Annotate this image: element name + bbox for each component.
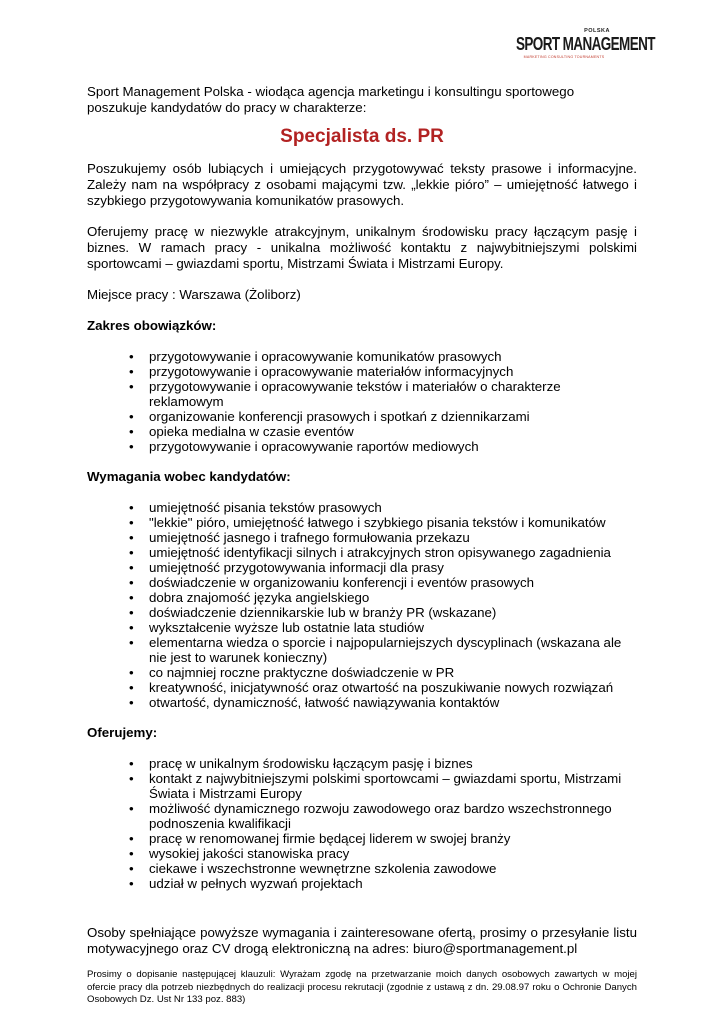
job-offer-document [87,84,637,1007]
bullet-icon: • [129,409,134,424]
list-item-text: umiejętność identyfikacji silnych i atrakcyjnych stron opisywanego zagadnienia [149,545,611,560]
list-item [87,665,637,680]
list-item [87,515,637,530]
bullet-icon: • [129,771,134,786]
list-item [87,605,637,620]
list-item [87,846,637,861]
list-item [87,500,637,515]
list-item-text: kontakt z najwybitniejszymi polskimi sportowcami – gwiazdami sportu, Mistrzami Świata i Mistrzami Europy [149,771,622,801]
list-item-text: możliwość dynamicznego rozwoju zawodowego oraz bardzo wszechstronnego podnoszenia kwalifikacji [149,801,612,831]
list-item-text: przygotowywanie i opracowywanie tekstów i materiałów o charakterze reklamowym [149,379,561,409]
list-item-text: wykształcenie wyższe lub ostatnie lata studiów [149,620,424,635]
bullet-icon: • [129,876,134,891]
list-item-text: umiejętność jasnego i trafnego formułowania przekazu [149,530,470,545]
list-item-text: elementarna wiedza o sporcie i najpopularniejszych dyscyplinach (wskazana ale nie jest to warunek konieczny) [149,635,622,665]
list-item-text: udział w pełnych wyzwań projektach [149,876,363,891]
bullet-icon: • [129,680,134,695]
list-item-text: co najmniej roczne praktyczne doświadczenie w PR [149,665,455,680]
bullet-icon: • [129,575,134,590]
bullet-icon: • [129,756,134,771]
list-item-text: przygotowywanie i opracowywanie raportów mediowych [149,439,479,454]
list-item-text: doświadczenie w organizowaniu konferencji i eventów prasowych [149,575,535,590]
list-item [87,801,637,831]
list-item [87,364,637,379]
list-item-text: pracę w renomowanej firmie będącej liderem w swojej branży [149,831,511,846]
application-instructions: Osoby spełniające powyższe wymagania i zainteresowane ofertą, prosimy o przesyłanie listu motywacyjnego oraz CV drogą elektroniczną na adres: biuro@sportmanagement.pl [87,925,637,956]
list-item [87,560,637,575]
duties-heading: Zakres obowiązków: [87,318,217,333]
list-item [87,349,637,364]
intro-text: Sport Management Polska - wiodąca agencja marketingu i konsultingu sportowego poszukuje kandydatów do pracy w charakterze: [87,84,575,115]
requirements-section [87,469,637,710]
list-item-text: "lekkie" pióro, umiejętność łatwego i szybkiego pisania tekstów i komunikatów [149,515,606,530]
bullet-icon: • [129,620,134,635]
offer-paragraph: Oferujemy pracę w niezwykle atrakcyjnym, unikalnym środowisku pracy łączącym pasję i biznes. W ramach pracy - unikalna możliwość kontaktu z najwybitniejszymi polskimi sportowcami – gwiazdami sportu, Mistrzami Świata i Mistrzami Europy. [87,224,637,271]
bullet-icon: • [129,560,134,575]
list-item-text: przygotowywanie i opracowywanie materiałów informacyjnych [149,364,514,379]
bullet-icon: • [129,831,134,846]
list-item-text: doświadczenie dziennikarskie lub w branży PR (wskazane) [149,605,497,620]
bullet-icon: • [129,515,134,530]
list-item [87,409,637,424]
bullet-icon: • [129,861,134,876]
list-item [87,876,637,891]
list-item [87,680,637,695]
benefits-heading: Oferujemy: [87,725,158,740]
bullet-icon: • [129,635,134,650]
bullet-icon: • [129,665,134,680]
list-item [87,575,637,590]
data-consent-clause: Prosimy o dopisanie następującej klauzuli: Wyrażam zgodę na przetwarzanie moich danych osobowych zawartych w mojej ofercie pracy dla potrzeb niezbędnych do realizacji procesu rekrutacji (zgodnie z ustawą z dn. 29.08.97 roku o Ochronie Danych Osobowych Dz. Ust Nr 133 poz. 883) [87,969,637,1005]
bullet-icon: • [129,846,134,861]
bullet-icon: • [129,424,134,439]
benefits-list [87,756,637,891]
requirements-list [87,500,637,710]
logo-tagline: MARKETING CONSULTING TOURNAMENTS [523,55,605,59]
bullet-icon: • [129,605,134,620]
requirements-heading: Wymagania wobec kandydatów: [87,469,291,484]
list-item [87,756,637,771]
list-item [87,620,637,635]
bullet-icon: • [129,801,134,816]
list-item [87,379,637,409]
list-item-text: pracę w unikalnym środowisku łączącym pasję i biznes [149,756,473,771]
duties-list [87,349,637,454]
list-item-text: opieka medialna w czasie eventów [149,424,354,439]
bullet-icon: • [129,545,134,560]
duties-section [87,318,637,454]
list-item-text: umiejętność pisania tekstów prasowych [149,500,382,515]
job-title: Specjalista ds. PR [280,126,444,147]
list-item [87,695,637,710]
list-item-text: dobra znajomość języka angielskiego [149,590,370,605]
bullet-icon: • [129,530,134,545]
list-item [87,439,637,454]
bullet-icon: • [129,364,134,379]
list-item [87,861,637,876]
logo-country: POLSKA [584,28,610,34]
bullet-icon: • [129,695,134,710]
bullet-icon: • [129,500,134,515]
bullet-icon: • [129,349,134,364]
logo-wordmark: SPORT MANAGEMENT [516,34,655,55]
work-location: Miejsce pracy : Warszawa (Żoliborz) [87,287,301,302]
list-item-text: umiejętność przygotowywania informacji dla prasy [149,560,444,575]
list-item-text: organizowanie konferencji prasowych i spotkań z dziennikarzami [149,409,530,424]
list-item [87,590,637,605]
list-item-text: ciekawe i wszechstronne wewnętrzne szkolenia zawodowe [149,861,497,876]
list-item [87,424,637,439]
list-item [87,530,637,545]
list-item [87,635,637,665]
list-item-text: wysokiej jakości stanowiska pracy [149,846,350,861]
benefits-section [87,725,637,891]
bullet-icon: • [129,379,134,394]
bullet-icon: • [129,439,134,454]
description-paragraph: Poszukujemy osób lubiących i umiejących przygotowywać teksty prasowe i informacyjne. Zależy nam na współpracy z osobami mającymi tzw. „lekkie pióro” – umiejętność łatwego i szybkiego przygotowywania komunikatów prasowych. [87,161,637,208]
list-item-text: kreatywność, inicjatywność oraz otwartość na poszukiwanie nowych rozwiązań [149,680,614,695]
list-item-text: przygotowywanie i opracowywanie komunikatów prasowych [149,349,502,364]
list-item [87,771,637,801]
list-item [87,545,637,560]
bullet-icon: • [129,590,134,605]
list-item [87,831,637,846]
company-logo [516,28,655,62]
list-item-text: otwartość, dynamiczność, łatwość nawiązywania kontaktów [149,695,500,710]
